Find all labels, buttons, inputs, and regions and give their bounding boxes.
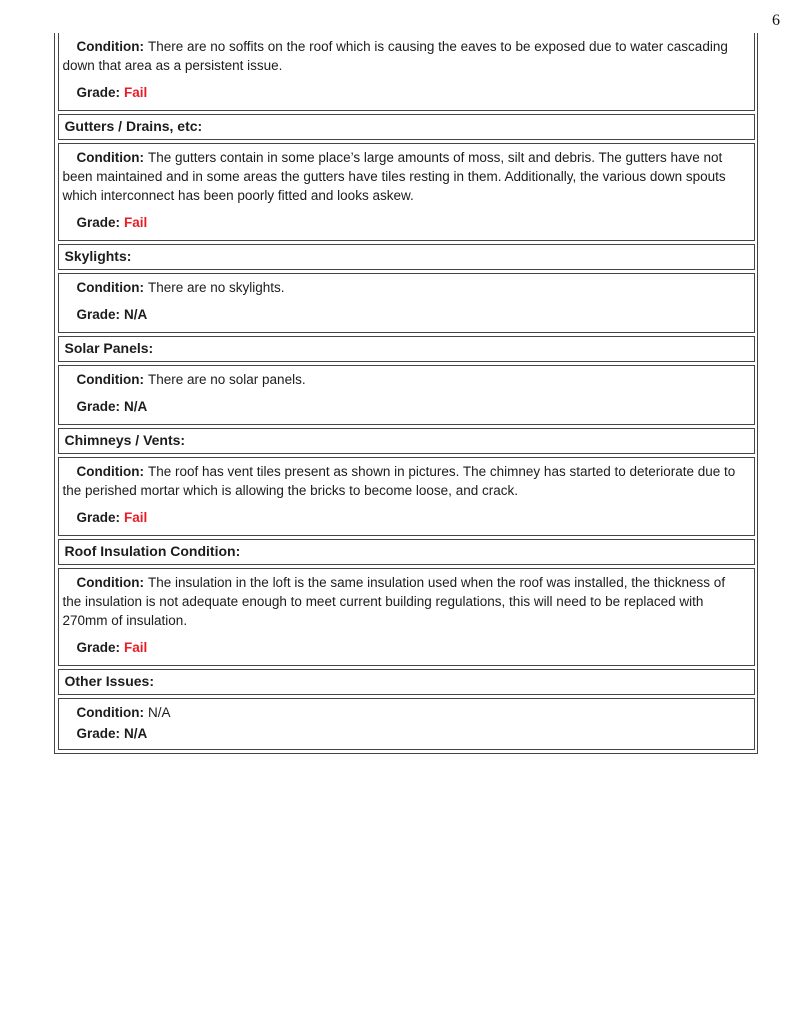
report-section — [58, 428, 755, 536]
grade-paragraph — [63, 213, 744, 232]
grade-paragraph — [63, 305, 744, 324]
condition-text: N/A — [147, 705, 171, 720]
grade-value: Fail — [124, 85, 148, 100]
section-title: Other Issues: — [64, 673, 154, 689]
section-title: Solar Panels: — [64, 340, 154, 356]
condition-text: The insulation in the loft is the same insulation used when the roof was installed, the thickness of the insulation is not adequate enough to meet current building regulations, this will need to be replaced with 270mm of insulation. — [62, 575, 726, 628]
condition-label: Condition: — [76, 464, 144, 479]
section-header — [58, 669, 755, 695]
report-section — [58, 336, 755, 425]
condition-text: There are no solar panels. — [147, 372, 306, 387]
grade-value: N/A — [124, 726, 148, 741]
grade-paragraph — [63, 638, 744, 657]
section-title: Gutters / Drains, etc: — [64, 118, 203, 134]
section-body — [58, 365, 755, 425]
grade-value: Fail — [124, 215, 148, 230]
condition-label: Condition: — [76, 280, 144, 295]
condition-text: There are no skylights. — [147, 280, 285, 295]
grade-label: Grade: — [76, 399, 121, 414]
sections-container — [58, 114, 755, 750]
report-section — [58, 539, 755, 666]
section-title: Chimneys / Vents: — [64, 432, 186, 448]
condition-paragraph — [63, 148, 744, 205]
condition-paragraph — [63, 573, 744, 630]
grade-paragraph — [63, 83, 744, 102]
section-header — [58, 539, 755, 565]
grade-label: Grade: — [76, 510, 121, 525]
section-header — [58, 428, 755, 454]
grade-label: Grade: — [76, 307, 121, 322]
section-header — [58, 336, 755, 362]
condition-label: Condition: — [76, 705, 144, 720]
report-section — [58, 114, 755, 241]
inspection-report-table — [54, 33, 758, 754]
grade-value: Fail — [124, 640, 148, 655]
section-body — [58, 273, 755, 333]
condition-label: Condition: — [76, 39, 144, 54]
condition-label: Condition: — [76, 150, 144, 165]
grade-label: Grade: — [76, 640, 121, 655]
condition-paragraph — [63, 37, 744, 75]
grade-paragraph — [63, 508, 744, 527]
section-header — [58, 244, 755, 270]
condition-label: Condition: — [76, 372, 144, 387]
grade-paragraph — [63, 397, 744, 416]
section-body — [58, 568, 755, 666]
condition-text: The roof has vent tiles present as shown in pictures. The chimney has started to deteriorate due to the perished mortar which is allowing the bricks to become loose, and crack. — [62, 464, 736, 498]
section-body-soffits-continued — [58, 33, 755, 111]
section-title: Skylights: — [64, 248, 132, 264]
condition-paragraph — [63, 462, 744, 500]
section-body — [58, 457, 755, 536]
grade-value: Fail — [124, 510, 148, 525]
report-section — [58, 669, 755, 750]
condition-text: The gutters contain in some place’s large amounts of moss, silt and debris. The gutters have not been maintained and in some areas the gutters have tiles resting in them. Additionally, the various down spouts which interconnect has been poorly fitted and looks askew. — [62, 150, 726, 203]
condition-label: Condition: — [76, 575, 144, 590]
condition-paragraph — [63, 703, 744, 722]
grade-value: N/A — [124, 399, 148, 414]
condition-text: There are no soffits on the roof which is causing the eaves to be exposed due to water cascading down that area as a persistent issue. — [62, 39, 728, 73]
grade-label: Grade: — [76, 215, 121, 230]
condition-paragraph — [63, 370, 744, 389]
section-title: Roof Insulation Condition: — [64, 543, 241, 559]
report-section — [58, 244, 755, 333]
grade-label: Grade: — [76, 85, 121, 100]
section-body — [58, 698, 755, 750]
grade-paragraph — [63, 724, 744, 743]
page-number: 6 — [772, 12, 780, 29]
condition-paragraph — [63, 278, 744, 297]
section-header — [58, 114, 755, 140]
section-body — [58, 143, 755, 241]
grade-label: Grade: — [76, 726, 121, 741]
grade-value: N/A — [124, 307, 148, 322]
